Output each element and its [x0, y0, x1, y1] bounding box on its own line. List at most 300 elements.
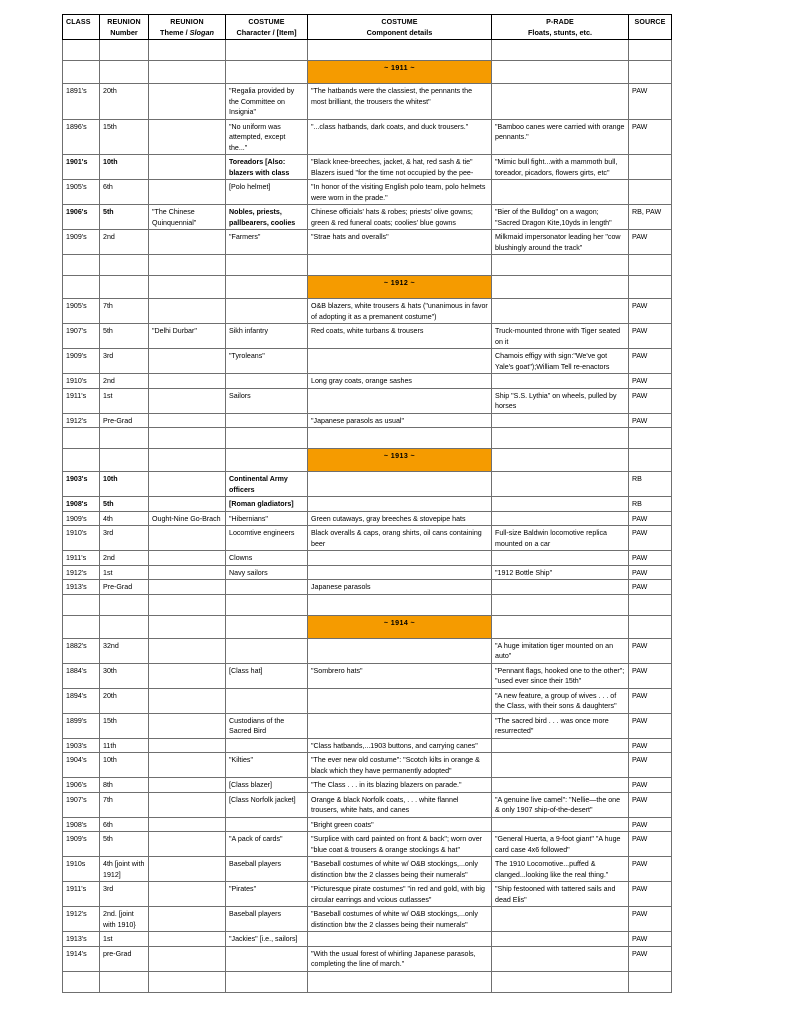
table-row[interactable]	[63, 688, 672, 713]
cell-costume-components: "Japanese parasols as usual"	[308, 413, 492, 428]
spacer-cell	[63, 971, 100, 992]
spacer-cell	[63, 40, 100, 61]
cell-costume-character: [Class blazer]	[226, 778, 308, 793]
spacer-cell	[100, 428, 149, 449]
banner-filler-cell	[492, 615, 629, 638]
cell-prade	[492, 84, 629, 120]
cell-source: RB	[629, 472, 672, 497]
section-banner: ~ 1911 ~	[308, 61, 492, 84]
cell-costume-character: "Regalia provided by the Committee on Insignia"	[226, 84, 308, 120]
cell-reunion-theme	[149, 374, 226, 389]
spacer-cell	[100, 40, 149, 61]
column-header-source	[629, 15, 672, 40]
cell-reunion-theme: Ought-Nine Go-Brach	[149, 511, 226, 526]
cell-costume-character: "Hibernians"	[226, 511, 308, 526]
section-banner-row	[63, 449, 672, 472]
table-row[interactable]	[63, 180, 672, 205]
cell-costume-components: "Picturesque pirate costumes" "in red and gold, with big circular earrings and vcious cutlasses"	[308, 882, 492, 907]
cell-source: PAW	[629, 299, 672, 324]
spacer-row	[63, 971, 672, 992]
table-row[interactable]	[63, 932, 672, 947]
cell-class: 1904's	[63, 753, 100, 778]
cell-reunion-number: 20th	[100, 688, 149, 713]
cell-source: PAW	[629, 817, 672, 832]
cell-source: PAW	[629, 792, 672, 817]
cell-costume-character: [Class Norfolk jacket]	[226, 792, 308, 817]
cell-class: 1910s	[63, 857, 100, 882]
cell-costume-character: Locomtive engineers	[226, 526, 308, 551]
table-row[interactable]	[63, 230, 672, 255]
cell-reunion-theme	[149, 413, 226, 428]
cell-costume-components	[308, 388, 492, 413]
banner-filler-cell	[492, 449, 629, 472]
banner-filler-cell	[100, 615, 149, 638]
cell-prade: Chamois effigy with sign:"We've got Yale's goat");William Tell re-enactors	[492, 349, 629, 374]
cell-source: PAW	[629, 119, 672, 155]
cell-reunion-number: 7th	[100, 792, 149, 817]
cell-source: PAW	[629, 374, 672, 389]
cell-costume-components	[308, 349, 492, 374]
cell-reunion-theme	[149, 119, 226, 155]
banner-filler-cell	[100, 61, 149, 84]
cell-reunion-theme	[149, 663, 226, 688]
cell-reunion-number: 15th	[100, 119, 149, 155]
cell-reunion-theme	[149, 565, 226, 580]
cell-reunion-theme	[149, 299, 226, 324]
cell-reunion-theme	[149, 230, 226, 255]
cell-costume-character	[226, 946, 308, 971]
spacer-cell	[492, 594, 629, 615]
cell-costume-components: O&B blazers, white trousers & hats ("unanimous in favor of adopting it as a premanent costume")	[308, 299, 492, 324]
cell-reunion-number: 5th	[100, 497, 149, 512]
spacer-cell	[100, 594, 149, 615]
cell-reunion-number: 1st	[100, 388, 149, 413]
cell-costume-components: "The Class . . . in its blazing blazers on parade."	[308, 778, 492, 793]
cell-reunion-number: 10th	[100, 472, 149, 497]
cell-costume-components: Long gray coats, orange sashes	[308, 374, 492, 389]
cell-class: 1891's	[63, 84, 100, 120]
cell-prade: Full-size Baldwin locomotive replica mounted on a car	[492, 526, 629, 551]
cell-class: 1913's	[63, 932, 100, 947]
cell-class: 1894's	[63, 688, 100, 713]
cell-prade	[492, 472, 629, 497]
banner-filler-cell	[63, 449, 100, 472]
cell-costume-components: "Baseball costumes of white w/ O&B stockings,...only distinction btw the 2 classes being their numerals"	[308, 857, 492, 882]
cell-class: 1908's	[63, 497, 100, 512]
banner-filler-cell	[629, 276, 672, 299]
banner-filler-cell	[63, 615, 100, 638]
column-header-costume-character-sub: Character / [Item]	[236, 27, 297, 37]
cell-reunion-theme	[149, 349, 226, 374]
cell-costume-components: Red coats, white turbans & trousers	[308, 324, 492, 349]
cell-costume-character: "Jackies" [i.e., sailors]	[226, 932, 308, 947]
cell-reunion-theme	[149, 638, 226, 663]
column-header-source-title: SOURCE	[634, 18, 666, 26]
spacer-cell	[226, 255, 308, 276]
cell-costume-character	[226, 580, 308, 595]
cell-prade: "Bamboo canes were carried with orange pennants."	[492, 119, 629, 155]
cell-source: PAW	[629, 526, 672, 551]
cell-reunion-number: 30th	[100, 663, 149, 688]
cell-reunion-number: 1st	[100, 932, 149, 947]
cell-costume-character	[226, 817, 308, 832]
banner-filler-cell	[63, 61, 100, 84]
cell-costume-components	[308, 932, 492, 947]
cell-class: 1901's	[63, 155, 100, 180]
cell-costume-character	[226, 688, 308, 713]
spacer-cell	[100, 971, 149, 992]
cell-class: 1906's	[63, 205, 100, 230]
table-row[interactable]	[63, 778, 672, 793]
cell-source: PAW	[629, 753, 672, 778]
cell-costume-components: Orange & black Norfolk coats, . . . white flannel trousers, white hats, and canes	[308, 792, 492, 817]
cell-reunion-theme	[149, 753, 226, 778]
cell-costume-character: Custodians of the Sacred Bird	[226, 713, 308, 738]
cell-costume-components: "Bright green coats"	[308, 817, 492, 832]
banner-filler-cell	[63, 276, 100, 299]
column-header-class	[63, 15, 100, 40]
cell-reunion-number: 6th	[100, 180, 149, 205]
cell-source: PAW	[629, 713, 672, 738]
cell-reunion-number: 3rd	[100, 526, 149, 551]
cell-class: 1907's	[63, 792, 100, 817]
spacer-cell	[308, 971, 492, 992]
cell-prade: "A huge imitation tiger mounted on an auto"	[492, 638, 629, 663]
cell-prade	[492, 374, 629, 389]
spacer-cell	[149, 40, 226, 61]
table-body	[63, 40, 672, 993]
column-header-class-title: CLASS	[66, 18, 91, 26]
table-row[interactable]	[63, 84, 672, 120]
cell-costume-character: "Pirates"	[226, 882, 308, 907]
column-header-prade	[492, 15, 629, 40]
cell-class: 1899's	[63, 713, 100, 738]
spacer-cell	[492, 428, 629, 449]
cell-reunion-number: 32nd	[100, 638, 149, 663]
spacer-cell	[492, 40, 629, 61]
cell-costume-character: Nobles, priests, pallbearers, coolies	[226, 205, 308, 230]
cell-costume-character: Sailors	[226, 388, 308, 413]
spacer-cell	[63, 428, 100, 449]
section-banner-row	[63, 61, 672, 84]
cell-costume-character	[226, 413, 308, 428]
cell-reunion-theme	[149, 832, 226, 857]
spacer-cell	[226, 428, 308, 449]
cell-source: PAW	[629, 413, 672, 428]
cell-costume-components	[308, 713, 492, 738]
cell-class: 1905's	[63, 180, 100, 205]
spacer-cell	[308, 594, 492, 615]
table-row[interactable]	[63, 472, 672, 497]
table-row[interactable]	[63, 388, 672, 413]
spacer-cell	[226, 594, 308, 615]
table-row[interactable]	[63, 413, 672, 428]
cell-class: 1911's	[63, 551, 100, 566]
cell-source: RB	[629, 497, 672, 512]
cell-reunion-number: 2nd. [joint with 1910}	[100, 907, 149, 932]
header-row	[63, 15, 672, 40]
cell-source: PAW	[629, 907, 672, 932]
cell-class: 1884's	[63, 663, 100, 688]
cell-class: 1908's	[63, 817, 100, 832]
cell-reunion-number: 3rd	[100, 882, 149, 907]
cell-costume-components: Japanese parasols	[308, 580, 492, 595]
cell-reunion-number: 11th	[100, 738, 149, 753]
table-row[interactable]	[63, 565, 672, 580]
table-row[interactable]	[63, 638, 672, 663]
cell-class: 1910's	[63, 374, 100, 389]
cell-reunion-theme	[149, 817, 226, 832]
cell-source: PAW	[629, 511, 672, 526]
table-row[interactable]	[63, 511, 672, 526]
cell-reunion-number: pre-Grad	[100, 946, 149, 971]
cell-prade: Ship "S.S. Lythia" on wheels, pulled by horses	[492, 388, 629, 413]
spacer-cell	[629, 428, 672, 449]
cell-source: PAW	[629, 551, 672, 566]
cell-class: 1907's	[63, 324, 100, 349]
cell-class: 1912's	[63, 413, 100, 428]
cell-costume-character: "No uniform was attempted, except the..."	[226, 119, 308, 155]
cell-reunion-number: 3rd	[100, 349, 149, 374]
cell-class: 1913's	[63, 580, 100, 595]
cell-reunion-number: 10th	[100, 753, 149, 778]
table-row[interactable]	[63, 349, 672, 374]
spacer-cell	[308, 428, 492, 449]
cell-reunion-theme	[149, 551, 226, 566]
cell-prade	[492, 580, 629, 595]
banner-filler-cell	[226, 276, 308, 299]
table-row[interactable]	[63, 299, 672, 324]
cell-costume-character: "Kilties"	[226, 753, 308, 778]
cell-reunion-theme	[149, 882, 226, 907]
cell-class: 1905's	[63, 299, 100, 324]
banner-filler-cell	[226, 615, 308, 638]
cell-reunion-theme	[149, 738, 226, 753]
table-row[interactable]	[63, 946, 672, 971]
cell-costume-components: "In honor of the visiting English polo team, polo helmets were worn in the prade."	[308, 180, 492, 205]
cell-prade: Truck-mounted throne with Tiger seated on it	[492, 324, 629, 349]
table-row[interactable]	[63, 792, 672, 817]
cell-reunion-number: 8th	[100, 778, 149, 793]
cell-costume-character: [Polo helmet]	[226, 180, 308, 205]
banner-filler-cell	[226, 449, 308, 472]
spacer-row	[63, 40, 672, 61]
column-header-prade-title: P-RADE	[546, 18, 574, 26]
spacer-row	[63, 594, 672, 615]
cell-class: 1909's	[63, 511, 100, 526]
cell-prade	[492, 817, 629, 832]
cell-class: 1903's	[63, 738, 100, 753]
table-row[interactable]	[63, 580, 672, 595]
table-row[interactable]	[63, 907, 672, 932]
spacer-cell	[629, 971, 672, 992]
cell-class: 1911's	[63, 388, 100, 413]
cell-reunion-theme	[149, 84, 226, 120]
cell-costume-components	[308, 565, 492, 580]
column-header-reunion-theme-title: REUNION	[170, 18, 204, 26]
cell-reunion-theme	[149, 857, 226, 882]
cell-costume-components	[308, 638, 492, 663]
spacer-cell	[629, 40, 672, 61]
table-row[interactable]	[63, 497, 672, 512]
cell-reunion-number: 4th [joint with 1912]	[100, 857, 149, 882]
cell-reunion-theme	[149, 932, 226, 947]
cell-prade	[492, 932, 629, 947]
cell-reunion-number: 5th	[100, 205, 149, 230]
cell-source: PAW	[629, 932, 672, 947]
cell-source: PAW	[629, 230, 672, 255]
cell-reunion-number: 5th	[100, 324, 149, 349]
cell-prade: "Bier of the Bulldog" on a wagon; "Sacred Dragon Kite,10yds in length"	[492, 205, 629, 230]
column-header-reunion-number-title: REUNION	[107, 18, 141, 26]
cell-reunion-theme	[149, 180, 226, 205]
cell-reunion-number: 10th	[100, 155, 149, 180]
table-row[interactable]	[63, 324, 672, 349]
cell-costume-components: Chinese officials' hats & robes; priests' olive gowns; green & red funeral coats; coolies' blue gowns	[308, 205, 492, 230]
cell-class: 1912's	[63, 565, 100, 580]
cell-reunion-number: 20th	[100, 84, 149, 120]
cell-prade	[492, 907, 629, 932]
cell-reunion-number: 5th	[100, 832, 149, 857]
table-row[interactable]	[63, 374, 672, 389]
cell-costume-character: Baseball players	[226, 907, 308, 932]
spacer-cell	[149, 971, 226, 992]
cell-costume-character: Clowns	[226, 551, 308, 566]
cell-costume-components	[308, 472, 492, 497]
column-header-prade-sub: Floats, stunts, etc.	[527, 27, 593, 37]
cell-prade: The 1910 Locomotive...puffed & clanged...looking like the real thing."	[492, 857, 629, 882]
column-header-costume-components	[308, 15, 492, 40]
column-header-reunion-theme-sub: Theme / Slogan	[160, 27, 214, 37]
cell-class: 1906's	[63, 778, 100, 793]
cell-costume-components: "Surplice with card painted on front & back"; worn over "blue coat & trousers & orange stockings & hat"	[308, 832, 492, 857]
cell-costume-components: "The ever new old costume": "Scotch kilts in orange & black which they have permanently adopted"	[308, 753, 492, 778]
cell-costume-character: Navy sailors	[226, 565, 308, 580]
banner-filler-cell	[149, 61, 226, 84]
cell-reunion-theme	[149, 713, 226, 738]
cell-costume-components: "Strae hats and overalls"	[308, 230, 492, 255]
table-row[interactable]	[63, 738, 672, 753]
cell-costume-character: "Tyroleans"	[226, 349, 308, 374]
cell-costume-character	[226, 299, 308, 324]
cell-reunion-theme	[149, 688, 226, 713]
cell-source: PAW	[629, 778, 672, 793]
cell-prade: Milkmaid impersonator leading her "cow blushingly around the track"	[492, 230, 629, 255]
section-banner: ~ 1914 ~	[308, 615, 492, 638]
spacer-cell	[308, 40, 492, 61]
cell-costume-components: "With the usual forest of whirling Japanese parasols, completing the line of march."	[308, 946, 492, 971]
section-banner-row	[63, 276, 672, 299]
cell-source: PAW	[629, 832, 672, 857]
table-row[interactable]	[63, 155, 672, 180]
cell-prade	[492, 738, 629, 753]
cell-reunion-number: 15th	[100, 713, 149, 738]
cell-prade	[492, 511, 629, 526]
cell-costume-components: "Baseball costumes of white w/ O&B stockings,...only distinction btw the 2 classes being their numerals"	[308, 907, 492, 932]
banner-filler-cell	[629, 615, 672, 638]
cell-class: 1909's	[63, 230, 100, 255]
cell-costume-character	[226, 374, 308, 389]
cell-prade	[492, 299, 629, 324]
cell-source	[629, 180, 672, 205]
table-row[interactable]	[63, 526, 672, 551]
cell-class: 1911's	[63, 882, 100, 907]
cell-prade	[492, 180, 629, 205]
spacer-cell	[63, 255, 100, 276]
cell-source: PAW	[629, 565, 672, 580]
table-row[interactable]	[63, 119, 672, 155]
spacer-cell	[149, 428, 226, 449]
cell-reunion-theme: "The Chinese Quinquennial"	[149, 205, 226, 230]
cell-costume-components: "Sombrero hats"	[308, 663, 492, 688]
cell-prade	[492, 551, 629, 566]
cell-reunion-theme	[149, 472, 226, 497]
cell-reunion-number: Pre-Grad	[100, 413, 149, 428]
cell-costume-components	[308, 551, 492, 566]
cell-reunion-theme	[149, 946, 226, 971]
cell-source	[629, 155, 672, 180]
cell-class: 1912's	[63, 907, 100, 932]
cell-class: 1882's	[63, 638, 100, 663]
cell-source: PAW	[629, 388, 672, 413]
table-row[interactable]	[63, 753, 672, 778]
spacer-cell	[226, 971, 308, 992]
table-row[interactable]	[63, 551, 672, 566]
table-row[interactable]	[63, 205, 672, 230]
cell-costume-components	[308, 497, 492, 512]
reunion-costume-table	[62, 14, 672, 993]
table-row[interactable]	[63, 832, 672, 857]
table-row[interactable]	[63, 663, 672, 688]
cell-reunion-theme	[149, 155, 226, 180]
cell-costume-components	[308, 688, 492, 713]
spacer-cell	[226, 40, 308, 61]
cell-source: PAW	[629, 324, 672, 349]
table-row[interactable]	[63, 857, 672, 882]
cell-source: PAW	[629, 857, 672, 882]
cell-class: 1914's	[63, 946, 100, 971]
spacer-cell	[63, 594, 100, 615]
cell-class: 1909's	[63, 349, 100, 374]
table-row[interactable]	[63, 882, 672, 907]
table-row[interactable]	[63, 817, 672, 832]
cell-prade	[492, 753, 629, 778]
cell-costume-character: Toreadors [Also: blazers with class	[226, 155, 308, 180]
cell-costume-character	[226, 638, 308, 663]
banner-filler-cell	[629, 61, 672, 84]
spacer-cell	[492, 971, 629, 992]
banner-filler-cell	[492, 61, 629, 84]
cell-costume-character	[226, 738, 308, 753]
column-header-costume-character-title: COSTUME	[248, 18, 285, 26]
cell-source: PAW	[629, 946, 672, 971]
cell-costume-character: "A pack of cards"	[226, 832, 308, 857]
cell-reunion-theme	[149, 792, 226, 817]
cell-class: 1909's	[63, 832, 100, 857]
cell-prade: "A new feature, a group of wives . . . of the Class, with their sons & daughters"	[492, 688, 629, 713]
cell-prade: "A genuine live camel": "Nellie—the one & only 1907 ship-of-the-desert"	[492, 792, 629, 817]
spacer-row	[63, 428, 672, 449]
spacer-cell	[308, 255, 492, 276]
table-row[interactable]	[63, 713, 672, 738]
cell-prade	[492, 778, 629, 793]
cell-prade	[492, 413, 629, 428]
cell-source: PAW	[629, 688, 672, 713]
cell-source: PAW	[629, 882, 672, 907]
cell-costume-character: Sikh infantry	[226, 324, 308, 349]
banner-filler-cell	[100, 449, 149, 472]
cell-prade	[492, 946, 629, 971]
